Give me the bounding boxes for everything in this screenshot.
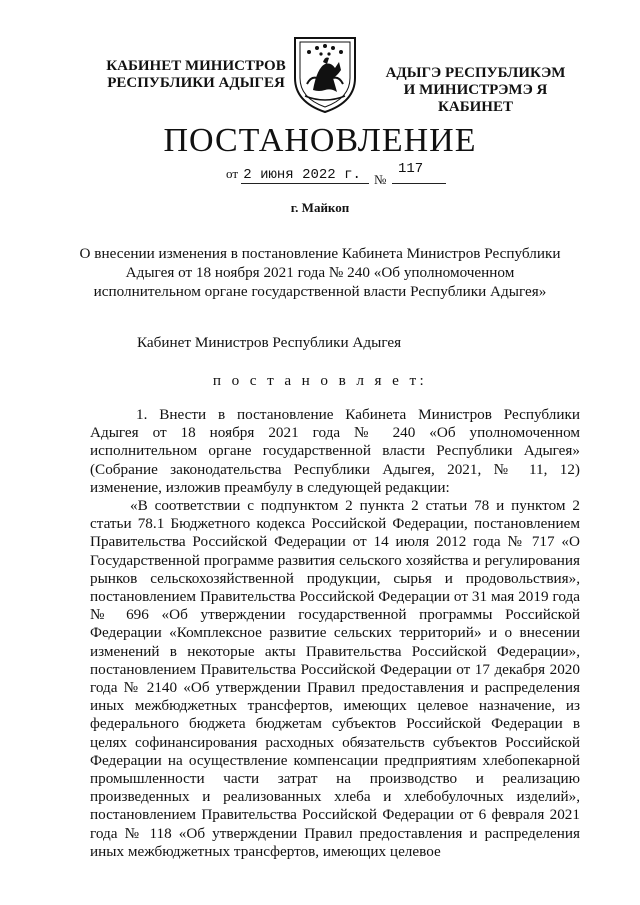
date-value: 2 июня 2022 г. [241, 167, 369, 184]
number-value: 117 [392, 161, 446, 184]
header-left-line1: КАБИНЕТ МИНИСТРОВ [106, 58, 286, 74]
document-title: ПОСТАНОВЛЕНИЕ [163, 122, 477, 159]
city: г. Майкоп [290, 200, 350, 215]
document-body [90, 406, 580, 861]
body-paragraph-1: 1. Внести в постановление Кабинета Министров Республики Адыгея от 18 ноября 2021 года № 240 «Об уполномоченном исполнительном органе государственной власти Республики Адыгея» (Собрание законодательства Республики Адыгея, 2021, № 11, 12) изменение, изложив преамбулу в следующей редакции: [90, 406, 580, 496]
header-right-line1: АДЫГЭ РЕСПУБЛИКЭМ [385, 65, 566, 81]
header-left [96, 58, 296, 92]
header-left-line2: РЕСПУБЛИКИ АДЫГЕЯ [107, 75, 285, 91]
adygea-coat-of-arms-icon [287, 32, 363, 114]
date-line [226, 166, 369, 184]
date-prefix: от [226, 166, 239, 181]
document-subject: О внесении изменения в постановление Кабинета Министров Республики Адыгея от 18 ноября 2021 года № 240 «Об уполномоченном исполнительном органе государственной власти Республики Адыгея» [79, 245, 561, 300]
number-label: № [374, 172, 387, 187]
header-right [368, 65, 583, 116]
header-right-line2: И МИНИСТРЭМЭ Я КАБИНЕТ [403, 82, 548, 115]
body-paragraph-2: «В соответствии с подпунктом 2 пункта 2 статьи 78 и пунктом 2 статьи 78.1 Бюджетного кодекса Российской Федерации, постановлением Правительства Российской Федерации от 14 июля 2012 года № 717 «О Государственной программе развития сельского хозяйства и регулирования рынков сельскохозяйственной продукции, сырья и продовольствия», постановлением Правительства Российской Федерации от 31 мая 2019 года № 696 «Об утверждении государственной программы Российской Федерации «Комплексное развитие сельских территорий» и о внесении изменений в некоторые акты Правительства Российской Федерации», постановлением Правительства Российской Федерации от 17 декабря 2020 года № 2140 «Об утверждении Правил предоставления и распределения иных межбюджетных трансфертов, имеющих целевое назначение, из федерального бюджета бюджетам субъектов Российской Федерации в целях софинансирования расходных обязательств субъектов Российской Федерации на осуществление компенсации предприятиям хлебопекарной промышленности части затрат на производство и реализацию произведенных и реализованных хлеба и хлебобулочных изделий», постановлением Правительства Российской Федерации от 6 февраля 2021 года № 118 «Об утверждении Правил предоставления и распределения иных межбюджетных трансфертов, имеющих целевое [90, 497, 580, 860]
decree-word: п о с т а н о в л я е т: [212, 372, 428, 389]
issuer: Кабинет Министров Республики Адыгея [137, 334, 402, 351]
